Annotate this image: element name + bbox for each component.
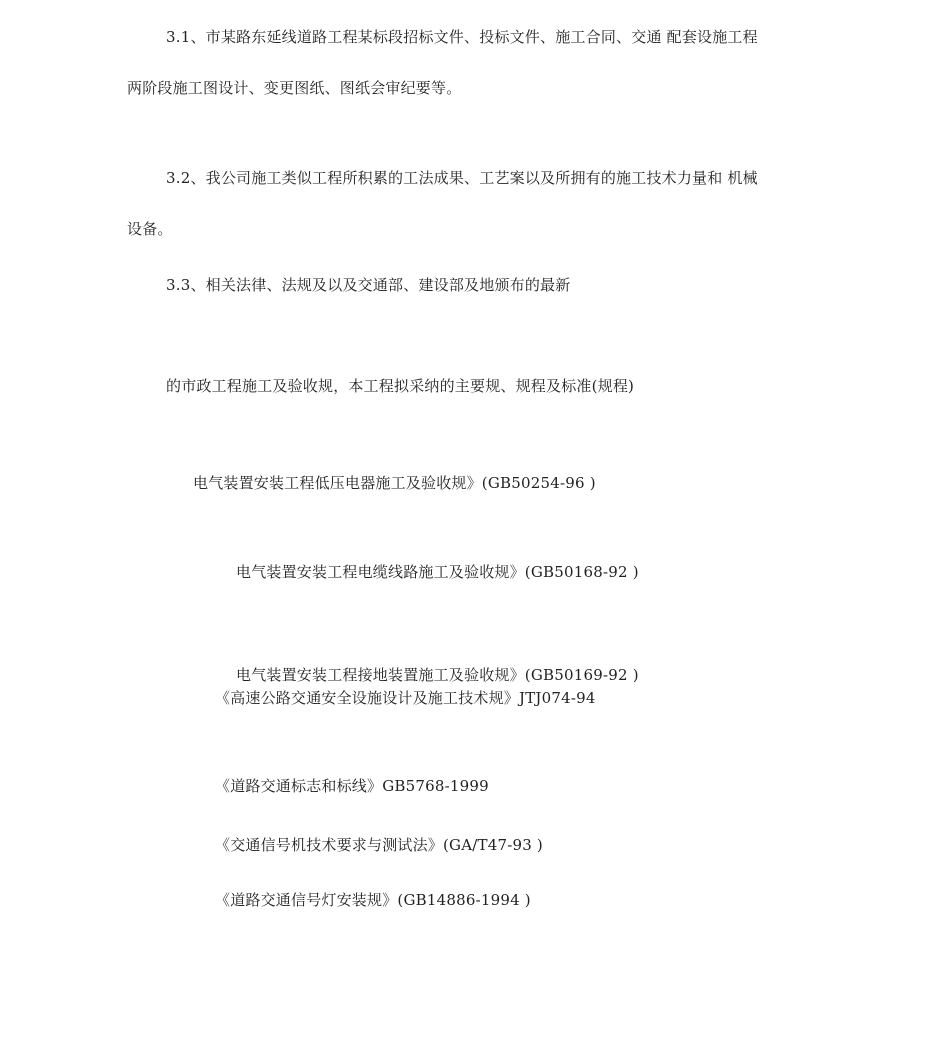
standard-gb5768: 《道路交通标志和标线》GB5768-1999 xyxy=(215,777,489,795)
standard-ga-t47: 《交通信号机技术要求与测试法》(GA/T47-93 ) xyxy=(215,836,543,854)
paragraph-3-2-line-2: 设备。 xyxy=(127,220,173,238)
standard-jtj074: 《高速公路交通安全设施设计及施工技术规》JTJ074-94 xyxy=(215,689,596,707)
standard-gb50169: 电气装置安装工程接地装置施工及验收规》(GB50169-92 ) xyxy=(236,666,639,684)
paragraph-3-1-line-2: 两阶段施工图设计、变更图纸、图纸会审纪要等。 xyxy=(127,79,462,97)
paragraph-3-2-line-1: 3.2、我公司施工类似工程所积累的工法成果、工艺案以及所拥有的施工技术力量和 机械 xyxy=(166,169,758,187)
paragraph-3-3-line-1: 3.3、相关法律、法规及以及交通部、建设部及地颁布的最新 xyxy=(166,276,571,294)
standard-gb50168: 电气装置安装工程电缆线路施工及验收规》(GB50168-92 ) xyxy=(236,563,639,581)
paragraph-3-1-line-1: 3.1、市某路东延线道路工程某标段招标文件、投标文件、施工合同、交通 配套设施工程 xyxy=(166,28,758,46)
paragraph-3-3-line-2: 的市政工程施工及验收规，本工程拟采纳的主要规、规程及标准(规程) xyxy=(166,377,635,395)
standard-gb14886: 《道路交通信号灯安装规》(GB14886-1994 ) xyxy=(215,891,531,909)
standard-gb50254: 电气装置安装工程低压电器施工及验收规》(GB50254-96 ) xyxy=(193,474,596,492)
